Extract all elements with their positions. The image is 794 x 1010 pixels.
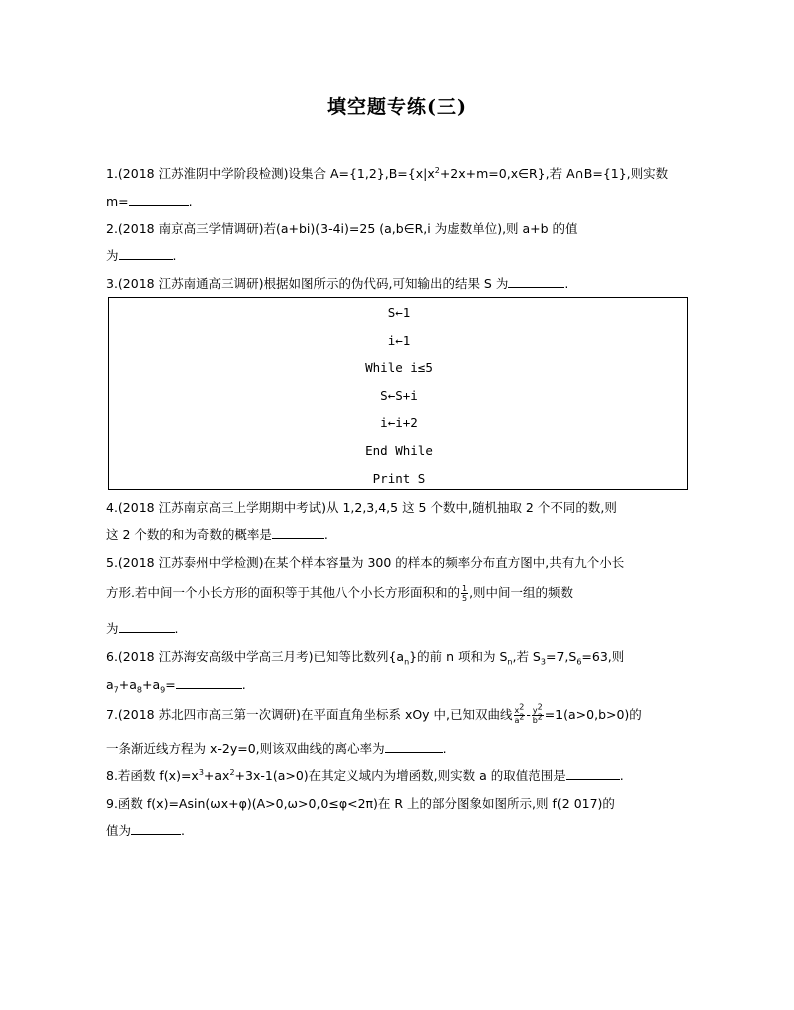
answer-blank-8[interactable] xyxy=(566,767,620,780)
question-6-line-2: $a_7+a_8+a_9=$ . xyxy=(106,677,246,695)
code-line: End While xyxy=(365,443,433,458)
question-5-line-1: 5.(2018 江苏泰州中学检测)在某个样本容量为 300 的样本的频率分布直方图中,共有九个小长 xyxy=(106,555,625,570)
code-line: While i≤5 xyxy=(365,360,433,375)
question-9-line-1: 9.函数 f(x)=Asin(ωx+φ)(A>0,ω>0,0≤φ<2π)在 R 上的部分图象如图所示,则 f(2 017)的 xyxy=(106,796,615,811)
code-line: i←1 xyxy=(387,333,411,348)
question-4-line-2: 这 2 个数的和为奇数的概率是 . xyxy=(106,527,328,542)
fraction-one-fifth: $\frac{1}{5}$ xyxy=(461,584,468,603)
code-line: Print S xyxy=(372,471,426,486)
question-7-line-1: 7.(2018 苏北四市高三第一次调研)在平面直角坐标系 xOy 中,已知双曲线 $\frac{x^2}{a^2}$ - $\frac{y^2}{b^2}$ =1(a>0,b>0)的 xyxy=(106,702,642,725)
code-line: i←i+2 xyxy=(380,415,418,430)
question-9-line-2: 值为 . xyxy=(106,823,185,838)
pseudocode-box xyxy=(108,297,688,490)
question-3-line-1: 3.(2018 江苏南通高三调研)根据如图所示的伪代码,可知输出的结果 S 为 . xyxy=(106,276,569,291)
question-8-line-1: 8.若函数 $f(x)=x^3+ax^2+3x-1(a>0)$在其定义域内为增函数,则实数 a 的取值范围是 . xyxy=(106,767,624,783)
question-5-line-3: 为 . xyxy=(106,621,179,636)
question-6-line-1: 6.(2018 江苏海安高级中学高三月考)已知等比数列$\{a_n\}$的前 n 项和为 $S_n$,若 $S_3=7,S_6=63$,则 xyxy=(106,649,625,667)
question-1-line-2: m= . xyxy=(106,194,193,209)
answer-blank-6[interactable] xyxy=(176,676,242,689)
question-2-line-1: 2.(2018 南京高三学情调研)若(a+bi)(3-4i)=25 (a,b∈R,i 为虚数单位),则 a+b 的值 xyxy=(106,221,578,236)
answer-blank-5[interactable] xyxy=(119,620,175,633)
code-line: S←S+i xyxy=(380,388,418,403)
answer-blank-3[interactable] xyxy=(508,275,564,288)
answer-blank-7[interactable] xyxy=(385,740,443,753)
answer-blank-4[interactable] xyxy=(272,526,324,539)
question-1-line-1: 1.(2018 江苏淮阴中学阶段检测)设集合 $A=\{1,2\},B=\{x|x^2+2x+m=0,x\in R\}$,若 A∩B={1},则实数 xyxy=(106,165,669,181)
answer-blank-1[interactable] xyxy=(129,193,189,206)
question-5-line-2: 方形.若中间一个小长方形的面积等于其他八个小长方形面积和的 $\frac{1}{5}$ ,则中间一组的频数 xyxy=(106,584,574,603)
question-7-line-2: 一条渐近线方程为 x-2y=0,则该双曲线的离心率为 . xyxy=(106,741,447,756)
code-line: S←1 xyxy=(387,305,411,320)
fraction-x2-a2: $\frac{x^2}{a^2}$ xyxy=(514,702,525,725)
question-2-line-2: 为 . xyxy=(106,248,177,263)
page-title: 填空题专练(三) xyxy=(327,96,467,118)
question-4-line-1: 4.(2018 江苏南京高三上学期期中考试)从 1,2,3,4,5 这 5 个数中,随机抽取 2 个不同的数,则 xyxy=(106,500,617,515)
fraction-y2-b2: $\frac{y^2}{b^2}$ xyxy=(532,702,543,725)
answer-blank-2[interactable] xyxy=(119,247,173,260)
answer-blank-9[interactable] xyxy=(131,822,181,835)
